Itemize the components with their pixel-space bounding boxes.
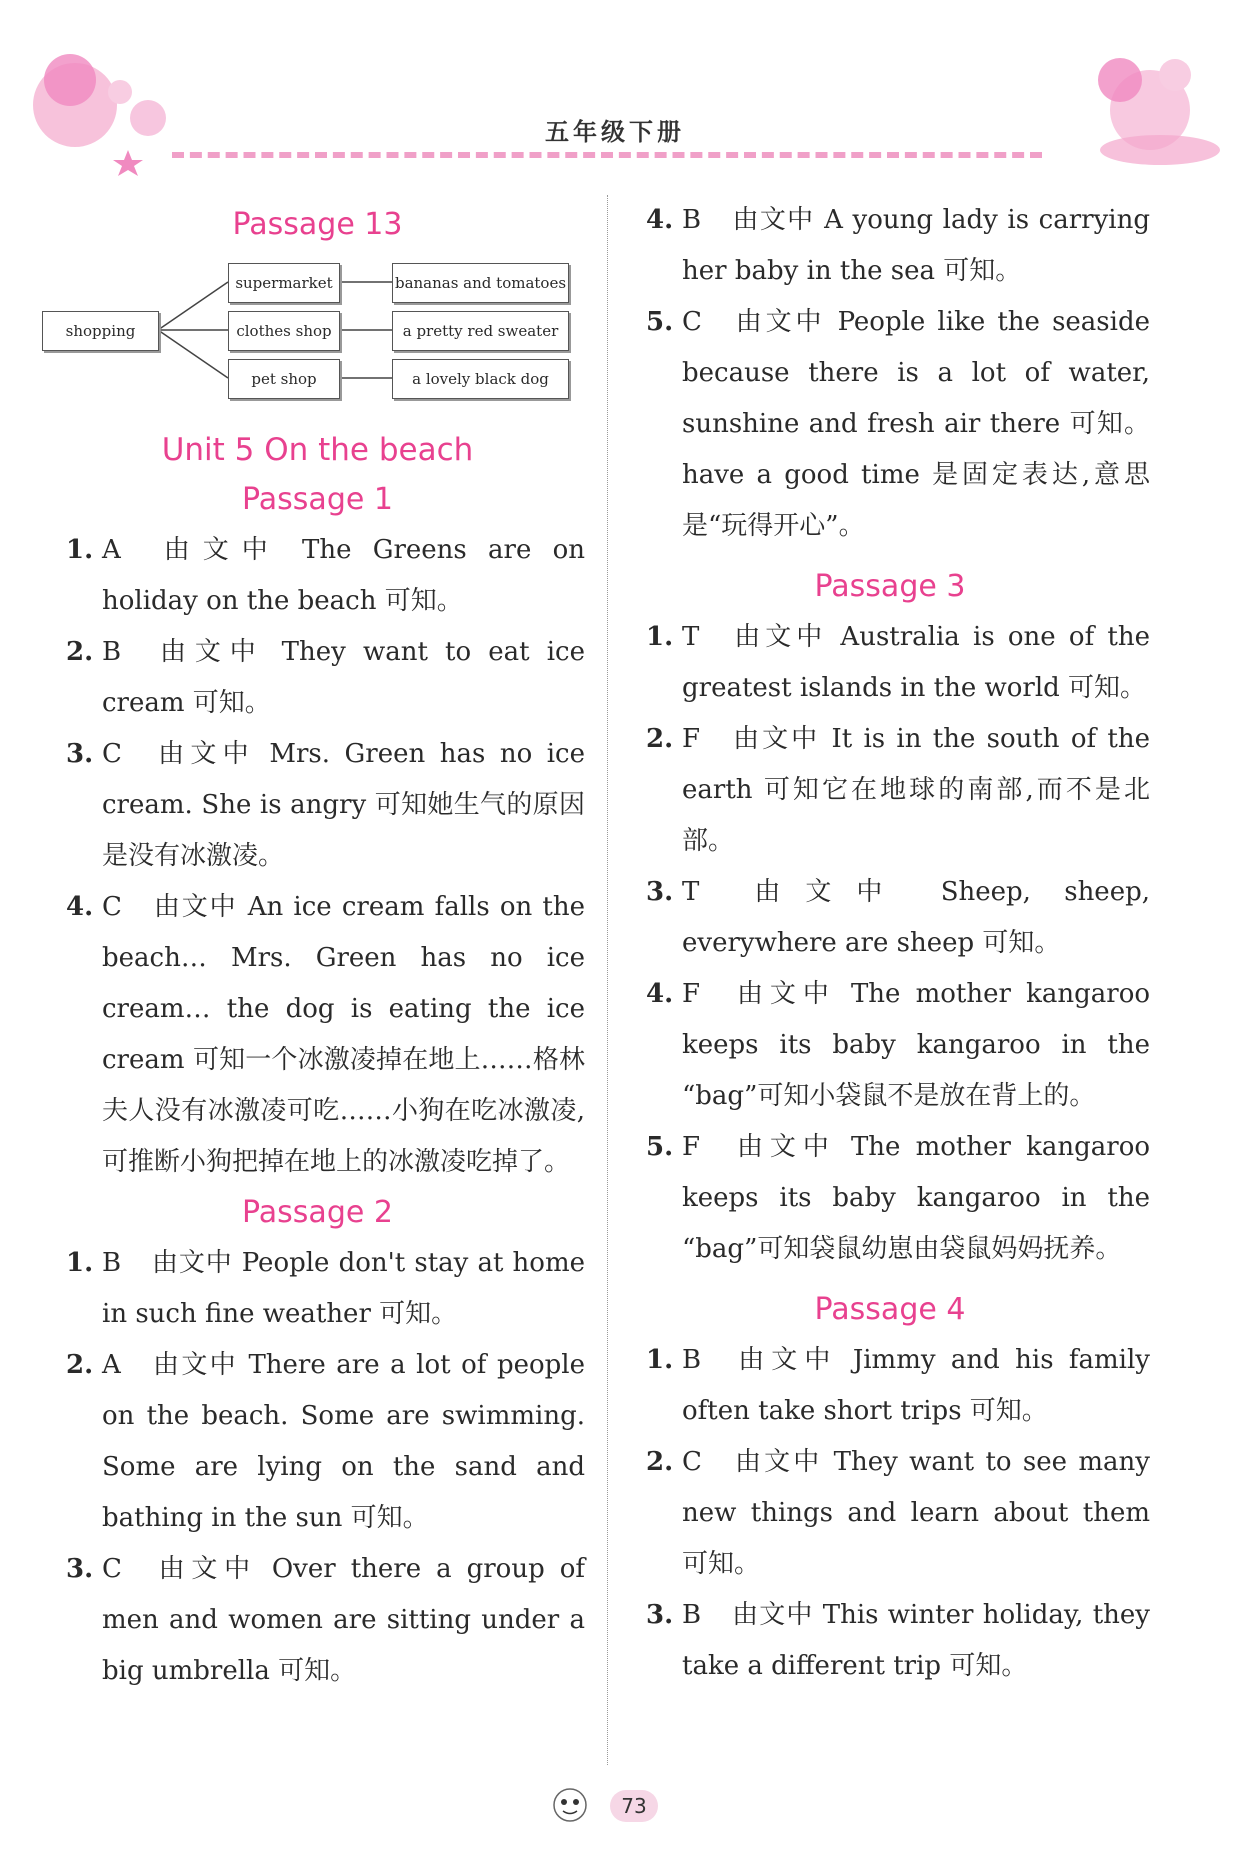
answer-item: 5. C 由文中 People like the seaside because there is a lot of water, sunshine and fresh air there 可知。have a good time 是固定表达,意思是“玩得开心”。 xyxy=(646,307,1150,541)
page-header xyxy=(0,0,1250,180)
mind-map-shop: pet shop xyxy=(228,359,340,399)
answer-item: 1. B 由文中 People don't stay at home in such fine weather 可知。 xyxy=(66,1248,585,1329)
answer-item: 2. A 由文中 There are a lot of people on the beach. Some are swimming. Some are lying on the sand and bathing in the sun 可知。 xyxy=(66,1350,585,1533)
answer-item: 4. C 由文中 An ice cream falls on the beach… Mrs. Green has no ice cream… the dog is eating the ice cream 可知一个冰激凌掉在地上……格林夫人没有冰激凌可吃……小狗在吃冰激凌,可推断小狗把掉在地上的冰激凌吃掉了。 xyxy=(66,892,585,1177)
answer-item: 3. T 由文中 Sheep, sheep, everywhere are sheep 可知。 xyxy=(646,877,1150,958)
mind-map-item: bananas and tomatoes xyxy=(392,263,569,303)
answer-item: 3. C 由文中 Mrs. Green has no ice cream. She is angry 可知她生气的原因是没有冰激凌。 xyxy=(66,739,585,871)
header-divider xyxy=(172,152,1042,158)
unit-title: Unit 5 On the beach xyxy=(161,432,474,468)
mind-map-shop: supermarket xyxy=(228,263,340,303)
shopping-mind-map xyxy=(50,250,585,470)
answer-item: 2. B 由文中 They want to eat ice cream 可知。 xyxy=(66,637,585,718)
answer-item: 3. B 由文中 This winter holiday, they take a different trip 可知。 xyxy=(646,1600,1150,1681)
answer-item: 1. T 由文中 Australia is one of the greatest islands in the world 可知。 xyxy=(646,622,1150,703)
grade-title: 五年级下册 xyxy=(545,117,685,146)
answer-item: 1. B 由文中 Jimmy and his family often take short trips 可知。 xyxy=(646,1345,1150,1426)
answer-item: 1. A 由文中 The Greens are on holiday on the beach 可知。 xyxy=(66,535,585,616)
answer-item: 2. C 由文中 They want to see many new things and learn about them 可知。 xyxy=(646,1447,1150,1579)
mind-map-shop: clothes shop xyxy=(228,311,340,351)
right-column xyxy=(630,195,1150,1692)
answer-item: 2. F 由文中 It is in the south of the earth 可知它在地球的南部,而不是北部。 xyxy=(646,724,1150,856)
passage1-title: Passage 1 xyxy=(242,482,393,517)
answer-item: 4. B 由文中 A young lady is carrying her baby in the sea 可知。 xyxy=(646,205,1150,286)
mind-map-item: a lovely black dog xyxy=(392,359,569,399)
passage13-title: Passage 13 xyxy=(232,207,403,242)
answer-item: 4. F 由文中 The mother kangaroo keeps its baby kangaroo in the “bag”可知小袋鼠不是放在背上的。 xyxy=(646,979,1150,1111)
mind-map-item: a pretty red sweater xyxy=(392,311,569,351)
mind-map-root: shopping xyxy=(42,311,159,351)
page-number: 73 xyxy=(610,1790,658,1822)
passage4-title: Passage 4 xyxy=(814,1292,966,1327)
column-divider xyxy=(607,195,608,1765)
answer-item: 5. F 由文中 The mother kangaroo keeps its baby kangaroo in the “bag”可知袋鼠幼崽由袋鼠妈妈抚养。 xyxy=(646,1132,1150,1264)
passage3-title: Passage 3 xyxy=(814,569,966,604)
left-column xyxy=(50,200,585,1697)
answer-item: 3. C 由文中 Over there a group of men and women are sitting under a big umbrella 可知。 xyxy=(66,1554,585,1686)
passage2-title: Passage 2 xyxy=(242,1195,393,1230)
